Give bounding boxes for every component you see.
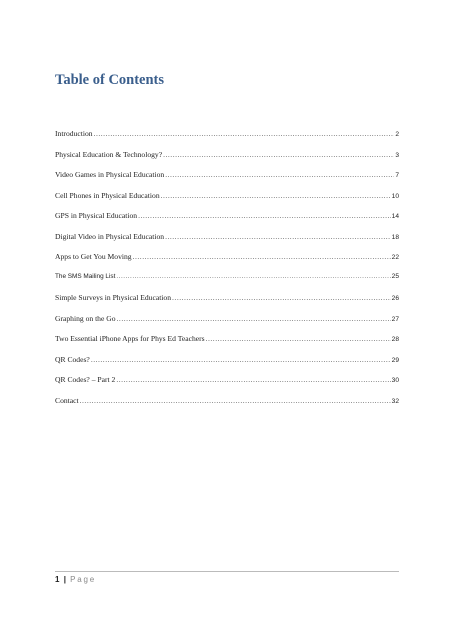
- toc-entry-label: The SMS Mailing List: [55, 272, 116, 280]
- toc-entry-page: 28: [391, 336, 399, 343]
- toc-entry-pe-technology[interactable]: [55, 150, 399, 171]
- footer-divider: [55, 571, 399, 572]
- toc-entry-label: Digital Video in Physical Education: [55, 231, 165, 241]
- toc-entry-graphing[interactable]: [55, 314, 399, 335]
- toc-entry-sms-mailing-list[interactable]: [55, 273, 399, 294]
- toc-entry-qr-codes[interactable]: [55, 355, 399, 376]
- toc-entry-page: 27: [391, 315, 399, 323]
- toc-entry-page: 18: [391, 233, 399, 241]
- toc-entry-introduction[interactable]: [55, 129, 399, 150]
- dot-leader: [116, 375, 390, 384]
- toc-entry-contact[interactable]: [55, 396, 399, 417]
- toc-entry-label: Graphing on the Go: [55, 313, 116, 323]
- toc-entry-label: Introduction: [55, 129, 93, 138]
- toc-entry-qr-codes-part-2[interactable]: [55, 375, 399, 396]
- dot-leader: [172, 293, 391, 302]
- toc-entry-page: 29: [391, 356, 399, 364]
- toc-entry-page: 32: [391, 397, 399, 405]
- toc-entry-apps[interactable]: [55, 252, 399, 273]
- dot-leader: [206, 334, 391, 343]
- toc-entry-page: 26: [391, 295, 399, 302]
- toc-entry-gps[interactable]: [55, 211, 399, 232]
- page-footer: [55, 575, 96, 584]
- dot-leader: [80, 396, 391, 405]
- toc-entry-iphone-apps[interactable]: [55, 334, 399, 355]
- toc-entry-cell-phones[interactable]: [55, 191, 399, 212]
- toc-entry-label: Cell Phones in Physical Education: [55, 190, 160, 200]
- toc-entry-page: 7: [395, 172, 399, 179]
- toc-entry-video-games[interactable]: [55, 170, 399, 191]
- dot-leader: [116, 273, 390, 280]
- toc-entry-page: 30: [391, 377, 399, 384]
- toc-entry-digital-video[interactable]: [55, 232, 399, 253]
- toc-entry-label: QR Codes?: [55, 354, 90, 364]
- dot-leader: [165, 170, 394, 179]
- dot-leader: [94, 129, 395, 138]
- toc-entry-page: 14: [391, 213, 399, 220]
- toc-entry-page: 10: [391, 192, 399, 200]
- toc-entry-label: QR Codes? – Part 2: [55, 375, 116, 384]
- toc-entry-label: Apps to Get You Moving: [55, 252, 132, 261]
- dot-leader: [163, 150, 394, 159]
- toc-entry-page: 3: [395, 151, 399, 159]
- dot-leader: [117, 314, 391, 323]
- footer-page-number: 1: [55, 575, 60, 584]
- toc-entry-page: 22: [391, 254, 399, 261]
- dot-leader: [165, 232, 391, 241]
- toc-title: Table of Contents: [55, 72, 165, 88]
- toc-list: [55, 129, 399, 416]
- toc-entry-page: 25: [391, 272, 399, 280]
- footer-separator: |: [63, 575, 66, 584]
- toc-entry-label: GPS in Physical Education: [55, 211, 138, 220]
- toc-entry-label: Contact: [55, 395, 79, 405]
- footer-page-word: Page: [70, 575, 97, 584]
- dot-leader: [91, 355, 391, 364]
- toc-entry-label: Simple Surveys in Physical Education: [55, 293, 172, 302]
- toc-entry-label: Two Essential iPhone Apps for Phys Ed Teachers: [55, 334, 205, 343]
- dot-leader: [138, 211, 391, 220]
- toc-entry-label: Video Games in Physical Education: [55, 170, 165, 179]
- toc-entry-page: 2: [395, 131, 399, 138]
- toc-entry-simple-surveys[interactable]: [55, 293, 399, 314]
- toc-entry-label: Physical Education & Technology?: [55, 149, 163, 159]
- dot-leader: [161, 191, 391, 200]
- dot-leader: [133, 252, 391, 261]
